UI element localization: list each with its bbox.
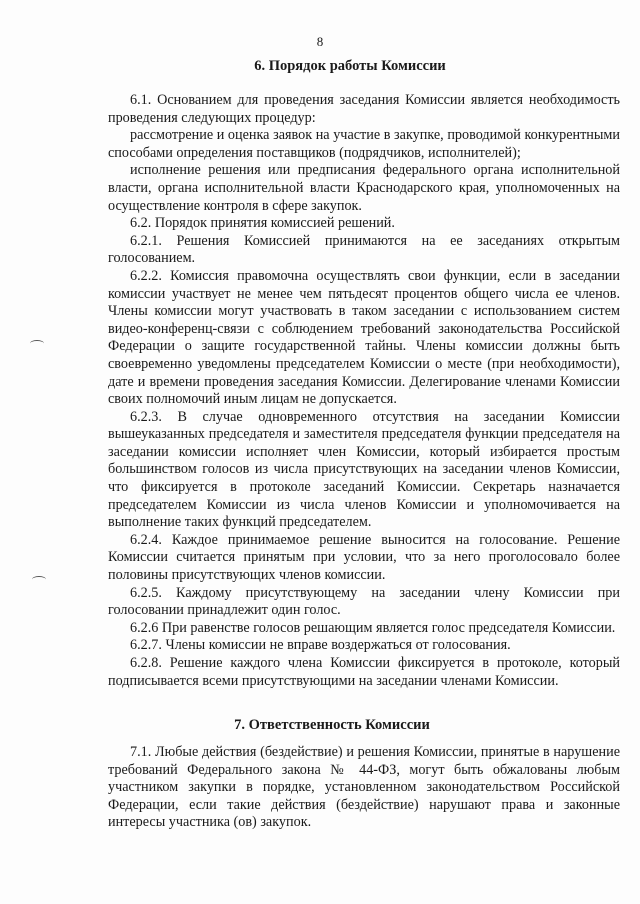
section-6-body	[108, 92, 620, 690]
paragraph-6-2-6: 6.2.6 При равенстве голосов решающим является голос председателя Комиссии.	[130, 619, 616, 636]
binder-hole-mark	[30, 340, 44, 347]
paragraph-6-2-7: 6.2.7. Члены комиссии не вправе воздержаться от голосования.	[130, 637, 511, 654]
paragraph-6-2-4: 6.2.4. Каждое принимаемое решение выносится на голосование. Решение Комиссии считается принятым при условии, что за него проголосовало более половины присутствующих членов комиссии.	[108, 531, 620, 584]
paragraph-6-2-2: 6.2.2. Комиссия правомочна осуществлять свои функции, если в заседании комиссии участвует не менее чем пятьдесят процентов общего числа ее членов. Члены комиссии могут участвовать в таком заседании с использованием систем видео-конференц-связи с соблюдением требований законодательства Российской Федерации о защите государственной тайны. Члены комиссии должны быть своевременно уведомлены председателем Комиссии о месте (при необходимости), дате и времени проведения заседания Комиссии. Делегирование членами Комиссии своих полномочий иным лицам не допускается.	[108, 267, 620, 408]
section-6-title: 6. Порядок работы Комиссии	[254, 58, 446, 74]
section-7-title: 7. Ответственность Комиссии	[234, 717, 430, 733]
paragraph-6-1-item-1: рассмотрение и оценка заявок на участие в закупке, проводимой конкурентными способами определения поставщиков (подрядчиков, исполнителей);	[108, 127, 620, 161]
paragraph-6-2-3: 6.2.3. В случае одновременного отсутствия на заседании Комиссии вышеуказанных председателя и заместителя председателя функции председателя на заседании комиссии исполняет член Комиссии, который избирается простым большинством голосов из числа присутствующих на заседании членов Комиссии, что фиксируется в протоколе заседаний Комиссии. Секретарь назначается председателем Комиссии из числа членов Комиссии и уполномочивается на выполнение таких функций председателем.	[108, 408, 620, 531]
paragraph-6-2-8: 6.2.8. Решение каждого члена Комиссии фиксируется в протоколе, который подписывается всеми присутствующими на заседании членами Комиссии.	[108, 655, 620, 689]
section-7-body	[108, 744, 620, 832]
paragraph-6-1: 6.1. Основанием для проведения заседания Комиссии является необходимость проведения следующих процедур:	[108, 92, 620, 126]
binder-hole-mark	[32, 576, 46, 583]
paragraph-6-2-5: 6.2.5. Каждому присутствующему на заседании члену Комиссии при голосовании принадлежит один голос.	[108, 584, 620, 619]
page-number: 8	[316, 34, 324, 49]
paragraph-6-2-1: 6.2.1. Решения Комиссией принимаются на ее заседаниях открытым голосованием.	[108, 232, 620, 267]
paragraph-6-2: 6.2. Порядок принятия комиссией решений.	[130, 215, 395, 232]
paragraph-6-1-item-2: исполнение решения или предписания федерального органа исполнительной власти, органа исполнительной власти Краснодарского края, уполномоченных на осуществление контроля в сфере закупок.	[108, 162, 620, 214]
paragraph-7-1: 7.1. Любые действия (бездействие) и решения Комиссии, принятые в нарушение требований Федерального закона № 44-ФЗ, могут быть обжалованы любым участником закупки в порядке, установленном законодательством Российской Федерации, если такие действия (бездействие) нарушают права и законные интересы участника (ов) закупок.	[108, 744, 620, 831]
